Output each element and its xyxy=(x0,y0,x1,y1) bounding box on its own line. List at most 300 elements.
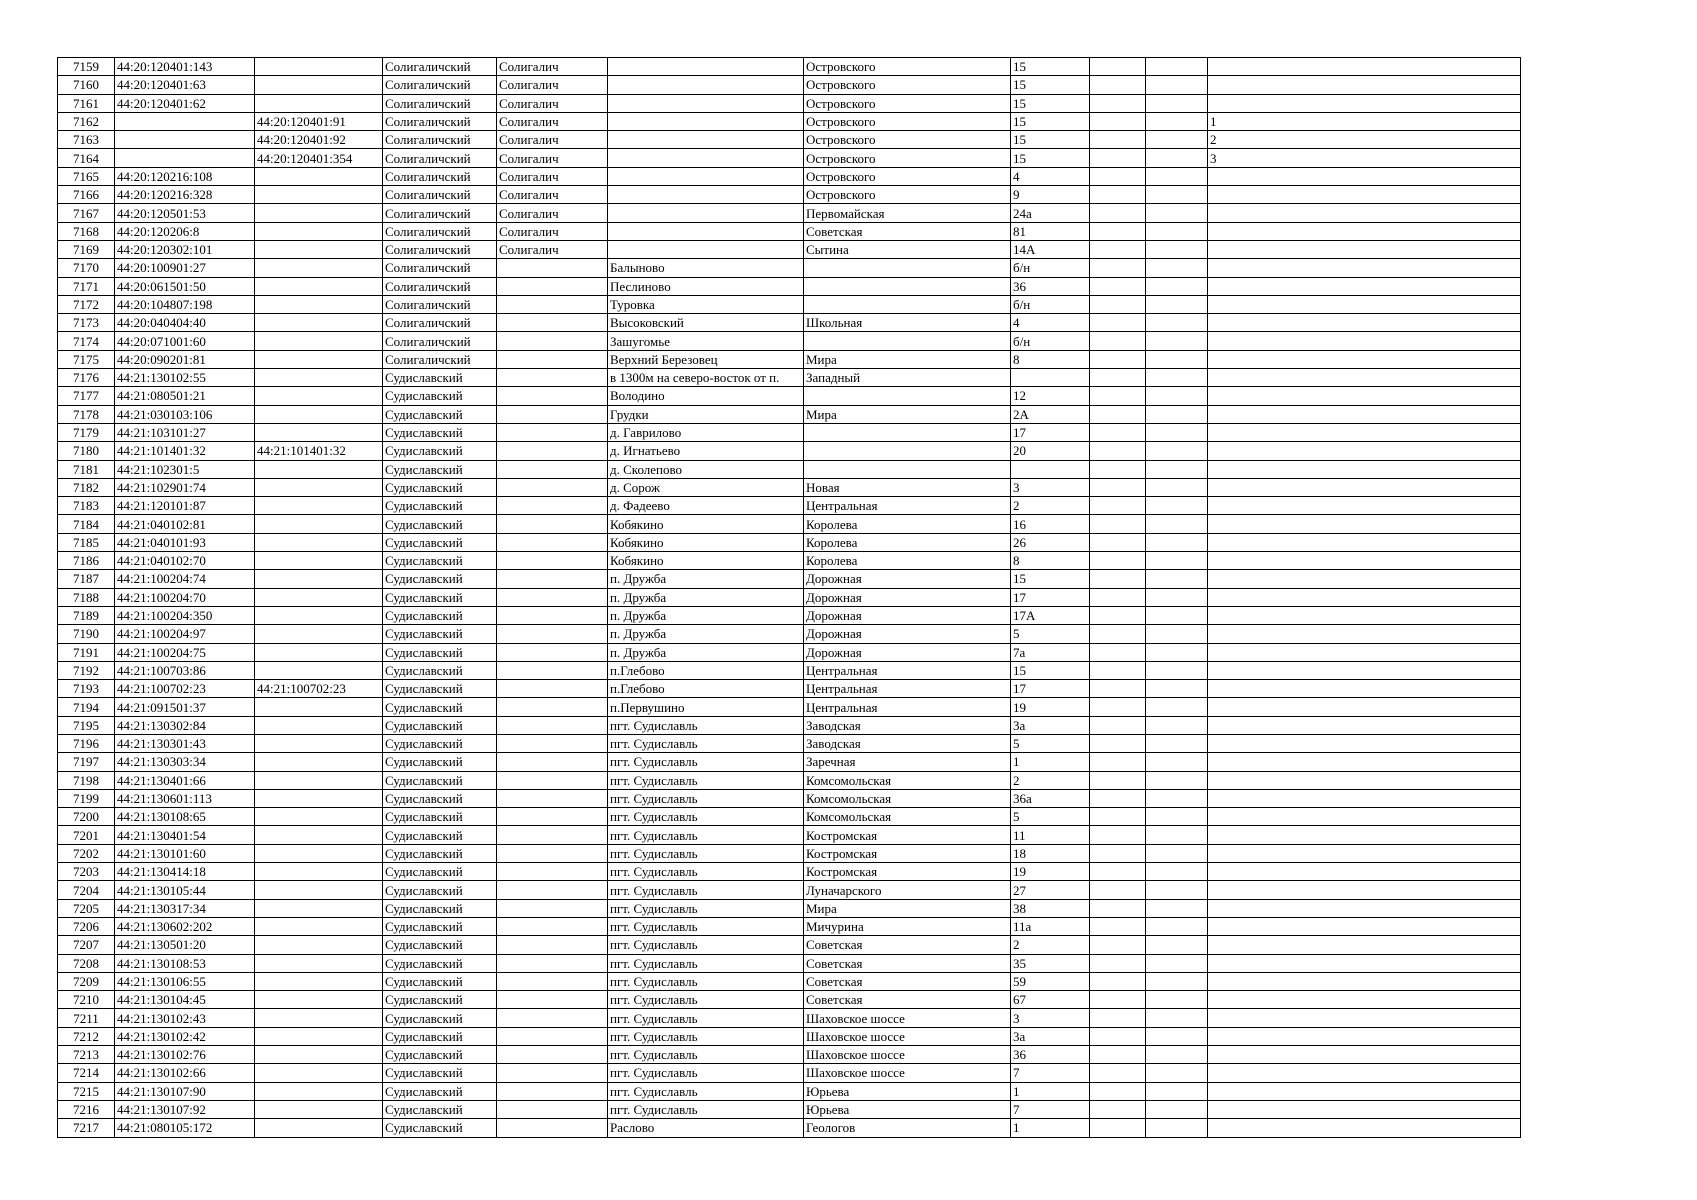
apartment-cell xyxy=(1208,423,1521,441)
table-row xyxy=(58,1027,1521,1045)
city-cell xyxy=(497,552,608,570)
street-cell: Юрьева xyxy=(804,1082,1011,1100)
cadastral-number-cell: 44:21:030103:106 xyxy=(115,405,255,423)
old-cadastral-number-cell xyxy=(255,1064,383,1082)
old-cadastral-number-cell xyxy=(255,881,383,899)
street-cell: Советская xyxy=(804,936,1011,954)
old-cadastral-number-cell xyxy=(255,1119,383,1137)
letter-cell xyxy=(1146,643,1208,661)
row-number-cell: 7203 xyxy=(58,863,115,881)
old-cadastral-number-cell xyxy=(255,789,383,807)
letter-cell xyxy=(1146,917,1208,935)
apartment-cell xyxy=(1208,753,1521,771)
table-row xyxy=(58,1119,1521,1137)
letter-cell xyxy=(1146,588,1208,606)
street-cell: Сытина xyxy=(804,240,1011,258)
letter-cell xyxy=(1146,936,1208,954)
city-cell xyxy=(497,369,608,387)
apartment-cell: 1 xyxy=(1208,112,1521,130)
cadastral-number-cell: 44:20:120401:63 xyxy=(115,76,255,94)
house-number-cell: 15 xyxy=(1011,570,1090,588)
apartment-cell xyxy=(1208,698,1521,716)
settlement-cell: пгт. Судиславль xyxy=(608,844,804,862)
city-cell xyxy=(497,314,608,332)
city-cell xyxy=(497,844,608,862)
cadastral-number-cell: 44:20:120206:8 xyxy=(115,222,255,240)
old-cadastral-number-cell xyxy=(255,844,383,862)
city-cell: Солигалич xyxy=(497,167,608,185)
cadastral-number-cell: 44:21:091501:37 xyxy=(115,698,255,716)
property-register-table xyxy=(57,57,1521,1138)
city-cell xyxy=(497,753,608,771)
house-number-cell: 38 xyxy=(1011,899,1090,917)
letter-cell xyxy=(1146,405,1208,423)
house-number-cell: б/н xyxy=(1011,295,1090,313)
city-cell xyxy=(497,497,608,515)
cadastral-number-cell xyxy=(115,131,255,149)
settlement-cell xyxy=(608,112,804,130)
street-cell: Дорожная xyxy=(804,606,1011,624)
old-cadastral-number-cell xyxy=(255,314,383,332)
settlement-cell: п. Дружба xyxy=(608,625,804,643)
district-cell: Судиславский xyxy=(383,899,497,917)
letter-cell xyxy=(1146,204,1208,222)
city-cell xyxy=(497,533,608,551)
cadastral-number-cell: 44:20:061501:50 xyxy=(115,277,255,295)
letter-cell xyxy=(1146,112,1208,130)
letter-cell xyxy=(1146,991,1208,1009)
house-number-cell: 4 xyxy=(1011,167,1090,185)
building-cell xyxy=(1090,350,1146,368)
building-cell xyxy=(1090,606,1146,624)
house-number-cell: 7 xyxy=(1011,1064,1090,1082)
letter-cell xyxy=(1146,1100,1208,1118)
city-cell xyxy=(497,277,608,295)
house-number-cell: 36 xyxy=(1011,277,1090,295)
table-row xyxy=(58,734,1521,752)
building-cell xyxy=(1090,1064,1146,1082)
row-number-cell: 7202 xyxy=(58,844,115,862)
city-cell xyxy=(497,991,608,1009)
old-cadastral-number-cell xyxy=(255,58,383,76)
street-cell: Островского xyxy=(804,186,1011,204)
city-cell xyxy=(497,789,608,807)
cadastral-number-cell: 44:21:130303:34 xyxy=(115,753,255,771)
row-number-cell: 7178 xyxy=(58,405,115,423)
city-cell xyxy=(497,734,608,752)
letter-cell xyxy=(1146,1082,1208,1100)
apartment-cell xyxy=(1208,936,1521,954)
building-cell xyxy=(1090,478,1146,496)
street-cell: Центральная xyxy=(804,661,1011,679)
city-cell: Солигалич xyxy=(497,186,608,204)
row-number-cell: 7209 xyxy=(58,972,115,990)
city-cell: Солигалич xyxy=(497,204,608,222)
district-cell: Судиславский xyxy=(383,991,497,1009)
street-cell: Мира xyxy=(804,899,1011,917)
district-cell: Судиславский xyxy=(383,423,497,441)
letter-cell xyxy=(1146,259,1208,277)
row-number-cell: 7176 xyxy=(58,369,115,387)
old-cadastral-number-cell xyxy=(255,515,383,533)
letter-cell xyxy=(1146,58,1208,76)
old-cadastral-number-cell xyxy=(255,423,383,441)
settlement-cell: п. Дружба xyxy=(608,588,804,606)
cadastral-number-cell: 44:21:101401:32 xyxy=(115,442,255,460)
cadastral-number-cell: 44:20:120401:62 xyxy=(115,94,255,112)
district-cell: Судиславский xyxy=(383,570,497,588)
district-cell: Солигаличский xyxy=(383,186,497,204)
table-row xyxy=(58,186,1521,204)
city-cell xyxy=(497,588,608,606)
old-cadastral-number-cell xyxy=(255,277,383,295)
table-row xyxy=(58,314,1521,332)
old-cadastral-number-cell xyxy=(255,478,383,496)
building-cell xyxy=(1090,112,1146,130)
street-cell: Заводская xyxy=(804,716,1011,734)
apartment-cell xyxy=(1208,222,1521,240)
house-number-cell: 26 xyxy=(1011,533,1090,551)
house-number-cell: 19 xyxy=(1011,863,1090,881)
row-number-cell: 7174 xyxy=(58,332,115,350)
district-cell: Солигаличский xyxy=(383,131,497,149)
letter-cell xyxy=(1146,167,1208,185)
row-number-cell: 7187 xyxy=(58,570,115,588)
table-row xyxy=(58,259,1521,277)
cadastral-number-cell: 44:20:120216:328 xyxy=(115,186,255,204)
old-cadastral-number-cell xyxy=(255,259,383,277)
row-number-cell: 7163 xyxy=(58,131,115,149)
building-cell xyxy=(1090,186,1146,204)
city-cell: Солигалич xyxy=(497,222,608,240)
table-row xyxy=(58,753,1521,771)
house-number-cell: 1 xyxy=(1011,753,1090,771)
cadastral-number-cell: 44:21:080501:21 xyxy=(115,387,255,405)
settlement-cell xyxy=(608,58,804,76)
settlement-cell: пгт. Судиславль xyxy=(608,1082,804,1100)
old-cadastral-number-cell xyxy=(255,1046,383,1064)
letter-cell xyxy=(1146,94,1208,112)
district-cell: Судиславский xyxy=(383,442,497,460)
street-cell: Островского xyxy=(804,94,1011,112)
row-number-cell: 7193 xyxy=(58,680,115,698)
letter-cell xyxy=(1146,497,1208,515)
building-cell xyxy=(1090,369,1146,387)
apartment-cell xyxy=(1208,94,1521,112)
house-number-cell: 7а xyxy=(1011,643,1090,661)
table-row xyxy=(58,277,1521,295)
old-cadastral-number-cell xyxy=(255,387,383,405)
row-number-cell: 7197 xyxy=(58,753,115,771)
apartment-cell xyxy=(1208,240,1521,258)
cadastral-number-cell: 44:21:130401:66 xyxy=(115,771,255,789)
old-cadastral-number-cell: 44:21:101401:32 xyxy=(255,442,383,460)
house-number-cell: 15 xyxy=(1011,76,1090,94)
district-cell: Солигаличский xyxy=(383,240,497,258)
district-cell: Судиславский xyxy=(383,1046,497,1064)
district-cell: Судиславский xyxy=(383,369,497,387)
settlement-cell xyxy=(608,131,804,149)
letter-cell xyxy=(1146,387,1208,405)
apartment-cell xyxy=(1208,680,1521,698)
district-cell: Судиславский xyxy=(383,753,497,771)
district-cell: Судиславский xyxy=(383,1027,497,1045)
row-number-cell: 7169 xyxy=(58,240,115,258)
row-number-cell: 7168 xyxy=(58,222,115,240)
table-row xyxy=(58,423,1521,441)
building-cell xyxy=(1090,515,1146,533)
apartment-cell xyxy=(1208,478,1521,496)
settlement-cell: Верхний Березовец xyxy=(608,350,804,368)
house-number-cell: 4 xyxy=(1011,314,1090,332)
street-cell: Островского xyxy=(804,58,1011,76)
old-cadastral-number-cell xyxy=(255,625,383,643)
table-row xyxy=(58,332,1521,350)
street-cell: Костромская xyxy=(804,844,1011,862)
house-number-cell: 2 xyxy=(1011,936,1090,954)
building-cell xyxy=(1090,789,1146,807)
row-number-cell: 7159 xyxy=(58,58,115,76)
district-cell: Судиславский xyxy=(383,844,497,862)
apartment-cell xyxy=(1208,259,1521,277)
letter-cell xyxy=(1146,369,1208,387)
letter-cell xyxy=(1146,240,1208,258)
house-number-cell: 17 xyxy=(1011,588,1090,606)
apartment-cell xyxy=(1208,881,1521,899)
building-cell xyxy=(1090,533,1146,551)
district-cell: Солигаличский xyxy=(383,314,497,332)
street-cell: Школьная xyxy=(804,314,1011,332)
table-row xyxy=(58,771,1521,789)
city-cell: Солигалич xyxy=(497,58,608,76)
cadastral-number-cell: 44:21:102901:74 xyxy=(115,478,255,496)
house-number-cell: 81 xyxy=(1011,222,1090,240)
letter-cell xyxy=(1146,863,1208,881)
table-row xyxy=(58,680,1521,698)
building-cell xyxy=(1090,240,1146,258)
row-number-cell: 7173 xyxy=(58,314,115,332)
house-number-cell: 5 xyxy=(1011,734,1090,752)
settlement-cell: д. Гаврилово xyxy=(608,423,804,441)
street-cell: Дорожная xyxy=(804,625,1011,643)
house-number-cell: 3а xyxy=(1011,1027,1090,1045)
settlement-cell: п. Дружба xyxy=(608,570,804,588)
house-number-cell: 17А xyxy=(1011,606,1090,624)
cadastral-number-cell: 44:21:100204:97 xyxy=(115,625,255,643)
street-cell: Заводская xyxy=(804,734,1011,752)
building-cell xyxy=(1090,680,1146,698)
street-cell: Луначарского xyxy=(804,881,1011,899)
row-number-cell: 7205 xyxy=(58,899,115,917)
settlement-cell: Кобякино xyxy=(608,552,804,570)
district-cell: Судиславский xyxy=(383,917,497,935)
building-cell xyxy=(1090,277,1146,295)
settlement-cell xyxy=(608,240,804,258)
district-cell: Солигаличский xyxy=(383,350,497,368)
old-cadastral-number-cell xyxy=(255,734,383,752)
letter-cell xyxy=(1146,1064,1208,1082)
old-cadastral-number-cell xyxy=(255,588,383,606)
old-cadastral-number-cell xyxy=(255,204,383,222)
old-cadastral-number-cell xyxy=(255,716,383,734)
table-row xyxy=(58,863,1521,881)
house-number-cell: 3 xyxy=(1011,478,1090,496)
row-number-cell: 7215 xyxy=(58,1082,115,1100)
table-row xyxy=(58,478,1521,496)
street-cell: Шаховское шоссе xyxy=(804,1064,1011,1082)
cadastral-number-cell: 44:20:120401:143 xyxy=(115,58,255,76)
city-cell xyxy=(497,881,608,899)
old-cadastral-number-cell xyxy=(255,295,383,313)
district-cell: Солигаличский xyxy=(383,204,497,222)
apartment-cell xyxy=(1208,991,1521,1009)
letter-cell xyxy=(1146,734,1208,752)
letter-cell xyxy=(1146,332,1208,350)
old-cadastral-number-cell xyxy=(255,698,383,716)
letter-cell xyxy=(1146,753,1208,771)
table-row xyxy=(58,1064,1521,1082)
row-number-cell: 7194 xyxy=(58,698,115,716)
letter-cell xyxy=(1146,460,1208,478)
table-row xyxy=(58,295,1521,313)
old-cadastral-number-cell: 44:20:120401:91 xyxy=(255,112,383,130)
house-number-cell: 1 xyxy=(1011,1082,1090,1100)
apartment-cell xyxy=(1208,350,1521,368)
street-cell xyxy=(804,423,1011,441)
building-cell xyxy=(1090,753,1146,771)
street-cell: Комсомольская xyxy=(804,808,1011,826)
house-number-cell: 7 xyxy=(1011,1100,1090,1118)
settlement-cell: Володино xyxy=(608,387,804,405)
row-number-cell: 7216 xyxy=(58,1100,115,1118)
table-row xyxy=(58,826,1521,844)
apartment-cell xyxy=(1208,76,1521,94)
settlement-cell xyxy=(608,222,804,240)
cadastral-number-cell: 44:21:100204:70 xyxy=(115,588,255,606)
settlement-cell: пгт. Судиславль xyxy=(608,716,804,734)
old-cadastral-number-cell xyxy=(255,533,383,551)
row-number-cell: 7195 xyxy=(58,716,115,734)
city-cell xyxy=(497,442,608,460)
district-cell: Судиславский xyxy=(383,1009,497,1027)
old-cadastral-number-cell xyxy=(255,972,383,990)
letter-cell xyxy=(1146,698,1208,716)
cadastral-number-cell: 44:21:130602:202 xyxy=(115,917,255,935)
letter-cell xyxy=(1146,972,1208,990)
street-cell xyxy=(804,332,1011,350)
city-cell xyxy=(497,625,608,643)
settlement-cell: пгт. Судиславль xyxy=(608,991,804,1009)
house-number-cell: 9 xyxy=(1011,186,1090,204)
district-cell: Солигаличский xyxy=(383,58,497,76)
building-cell xyxy=(1090,1009,1146,1027)
street-cell: Островского xyxy=(804,76,1011,94)
apartment-cell xyxy=(1208,771,1521,789)
apartment-cell xyxy=(1208,295,1521,313)
settlement-cell: пгт. Судиславль xyxy=(608,734,804,752)
settlement-cell: Кобякино xyxy=(608,515,804,533)
street-cell: Островского xyxy=(804,167,1011,185)
letter-cell xyxy=(1146,186,1208,204)
city-cell xyxy=(497,954,608,972)
row-number-cell: 7165 xyxy=(58,167,115,185)
settlement-cell: п. Дружба xyxy=(608,643,804,661)
city-cell xyxy=(497,972,608,990)
table-row xyxy=(58,552,1521,570)
city-cell xyxy=(497,1009,608,1027)
house-number-cell: 15 xyxy=(1011,112,1090,130)
district-cell: Судиславский xyxy=(383,734,497,752)
building-cell xyxy=(1090,552,1146,570)
row-number-cell: 7182 xyxy=(58,478,115,496)
settlement-cell: д. Сколепово xyxy=(608,460,804,478)
city-cell: Солигалич xyxy=(497,76,608,94)
cadastral-number-cell: 44:21:130108:65 xyxy=(115,808,255,826)
letter-cell xyxy=(1146,680,1208,698)
street-cell: Островского xyxy=(804,112,1011,130)
building-cell xyxy=(1090,826,1146,844)
street-cell: Дорожная xyxy=(804,588,1011,606)
cadastral-number-cell: 44:21:130102:55 xyxy=(115,369,255,387)
table-row xyxy=(58,1009,1521,1027)
table-row xyxy=(58,844,1521,862)
building-cell xyxy=(1090,131,1146,149)
letter-cell xyxy=(1146,295,1208,313)
cadastral-number-cell: 44:21:130317:34 xyxy=(115,899,255,917)
letter-cell xyxy=(1146,808,1208,826)
settlement-cell: Кобякино xyxy=(608,533,804,551)
city-cell xyxy=(497,917,608,935)
settlement-cell xyxy=(608,204,804,222)
settlement-cell: Раслово xyxy=(608,1119,804,1137)
city-cell xyxy=(497,460,608,478)
city-cell xyxy=(497,863,608,881)
city-cell xyxy=(497,332,608,350)
table-row xyxy=(58,222,1521,240)
table-row xyxy=(58,131,1521,149)
settlement-cell: пгт. Судиславль xyxy=(608,917,804,935)
district-cell: Судиславский xyxy=(383,881,497,899)
house-number-cell: 16 xyxy=(1011,515,1090,533)
house-number-cell: б/н xyxy=(1011,259,1090,277)
old-cadastral-number-cell xyxy=(255,1100,383,1118)
cadastral-number-cell: 44:21:130107:92 xyxy=(115,1100,255,1118)
apartment-cell xyxy=(1208,789,1521,807)
letter-cell xyxy=(1146,478,1208,496)
row-number-cell: 7214 xyxy=(58,1064,115,1082)
street-cell: Западный xyxy=(804,369,1011,387)
old-cadastral-number-cell xyxy=(255,936,383,954)
house-number-cell: 2 xyxy=(1011,497,1090,515)
building-cell xyxy=(1090,332,1146,350)
table-row xyxy=(58,58,1521,76)
settlement-cell: Балыново xyxy=(608,259,804,277)
row-number-cell: 7170 xyxy=(58,259,115,277)
cadastral-number-cell xyxy=(115,112,255,130)
old-cadastral-number-cell xyxy=(255,222,383,240)
cadastral-number-cell: 44:20:071001:60 xyxy=(115,332,255,350)
building-cell xyxy=(1090,405,1146,423)
table-row xyxy=(58,350,1521,368)
district-cell: Судиславский xyxy=(383,460,497,478)
letter-cell xyxy=(1146,899,1208,917)
house-number-cell: 35 xyxy=(1011,954,1090,972)
old-cadastral-number-cell xyxy=(255,661,383,679)
table-row xyxy=(58,606,1521,624)
district-cell: Солигаличский xyxy=(383,167,497,185)
house-number-cell: 19 xyxy=(1011,698,1090,716)
street-cell: Советская xyxy=(804,972,1011,990)
